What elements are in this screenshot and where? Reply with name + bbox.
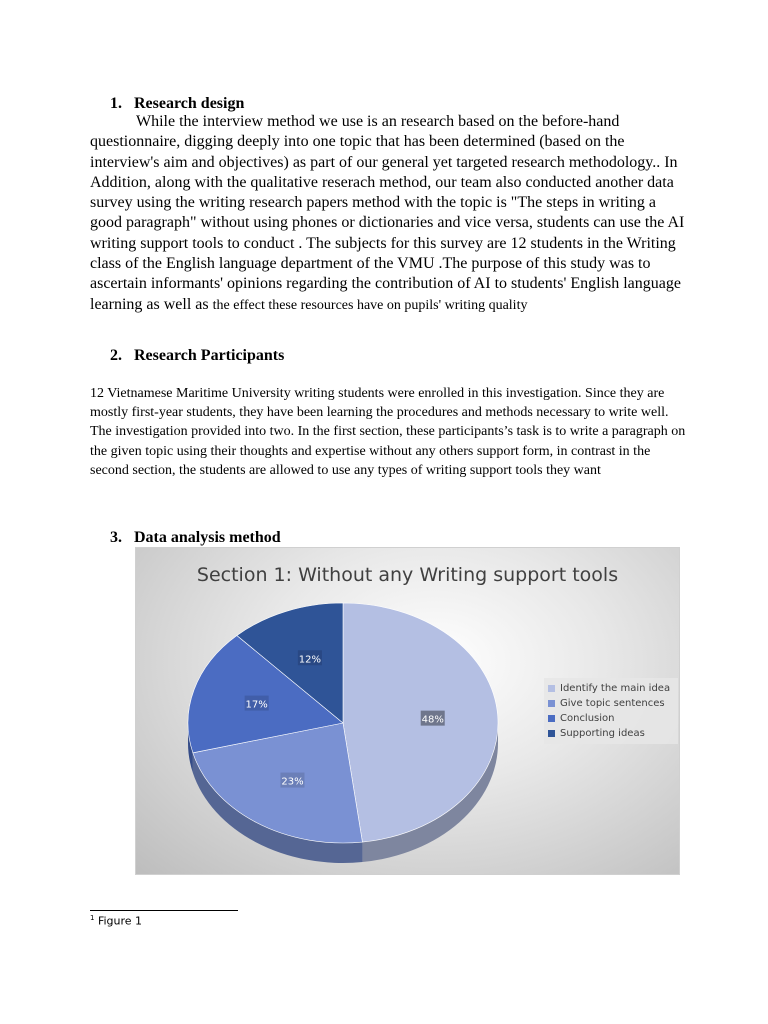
svg-text:17%: 17% bbox=[245, 699, 268, 711]
pie-data-label-2 bbox=[280, 773, 304, 788]
chart-legend bbox=[544, 678, 678, 744]
legend-swatch bbox=[548, 700, 555, 707]
footnote-divider bbox=[90, 910, 238, 911]
legend-swatch bbox=[548, 685, 555, 692]
section-number: 3. bbox=[110, 529, 122, 546]
legend-item bbox=[548, 726, 674, 741]
legend-item bbox=[548, 696, 674, 711]
section-heading-research-design bbox=[110, 94, 244, 114]
footnote bbox=[90, 914, 142, 928]
section-heading-data-analysis bbox=[110, 528, 281, 548]
legend-item bbox=[548, 681, 674, 696]
legend-label: Give topic sentences bbox=[560, 698, 665, 709]
research-design-text: While the interview method we use is an research based on the before-hand questionnaire, digging deeply into one topic that has been determined (based on the interview's aim and objectives) as part of our general yet targeted research methodology.. In Addition, along with the qualitative reserach method, our team also conducted another data survey using the writing research papers method with the topic is "The steps in writing a good paragraph" without using phones or dictionaries and vice versa, students can use the AI writing support tools to conduct . The subjects for this survey are 12 students in the Writing class of the English language department of the VMU .The purpose of this study was to ascertain informants' opinions regarding the contribution of AI to students' English language learning as well as bbox=[90, 113, 685, 313]
section-title: Research design bbox=[134, 95, 245, 112]
section-number: 2. bbox=[110, 347, 122, 364]
chart-title: Section 1: Without any Writing support tools bbox=[196, 564, 619, 586]
legend-swatch bbox=[548, 715, 555, 722]
footnote-marker: 1 bbox=[90, 914, 95, 922]
section-number: 1. bbox=[110, 95, 122, 112]
svg-text:12%: 12% bbox=[298, 654, 322, 666]
research-design-text-tail: the effect these resources have on pupils' writing quality bbox=[212, 297, 528, 313]
pie-chart bbox=[135, 547, 680, 875]
pie-data-label-4 bbox=[298, 650, 322, 665]
pie-data-label-3 bbox=[245, 696, 269, 711]
section-title: Data analysis method bbox=[134, 529, 281, 546]
svg-text:48%: 48% bbox=[421, 714, 444, 726]
footnote-text: Figure 1 bbox=[97, 914, 143, 928]
svg-text:23%: 23% bbox=[281, 776, 304, 788]
legend-label: Supporting ideas bbox=[560, 728, 645, 739]
research-design-paragraph bbox=[90, 112, 690, 316]
section-title: Research Participants bbox=[134, 347, 285, 364]
legend-item bbox=[548, 711, 674, 726]
legend-swatch bbox=[548, 730, 555, 737]
legend-label: Identify the main idea bbox=[560, 683, 671, 694]
section-heading-participants bbox=[110, 346, 284, 366]
legend-label: Conclusion bbox=[560, 713, 615, 724]
pie-data-label-1 bbox=[421, 711, 445, 726]
participants-paragraph: 12 Vietnamese Maritime University writing students were enrolled in this investigation. Since they are mostly first-year students, they have been learning the procedures and methods necessary to write well. The investigation provided into two. In the first section, these participants’s task is to write a paragraph on the given topic using their thoughts and expertise without any others support form, in contrast in the second section, the students are allowed to use any types of writing support tools they want bbox=[90, 386, 686, 478]
